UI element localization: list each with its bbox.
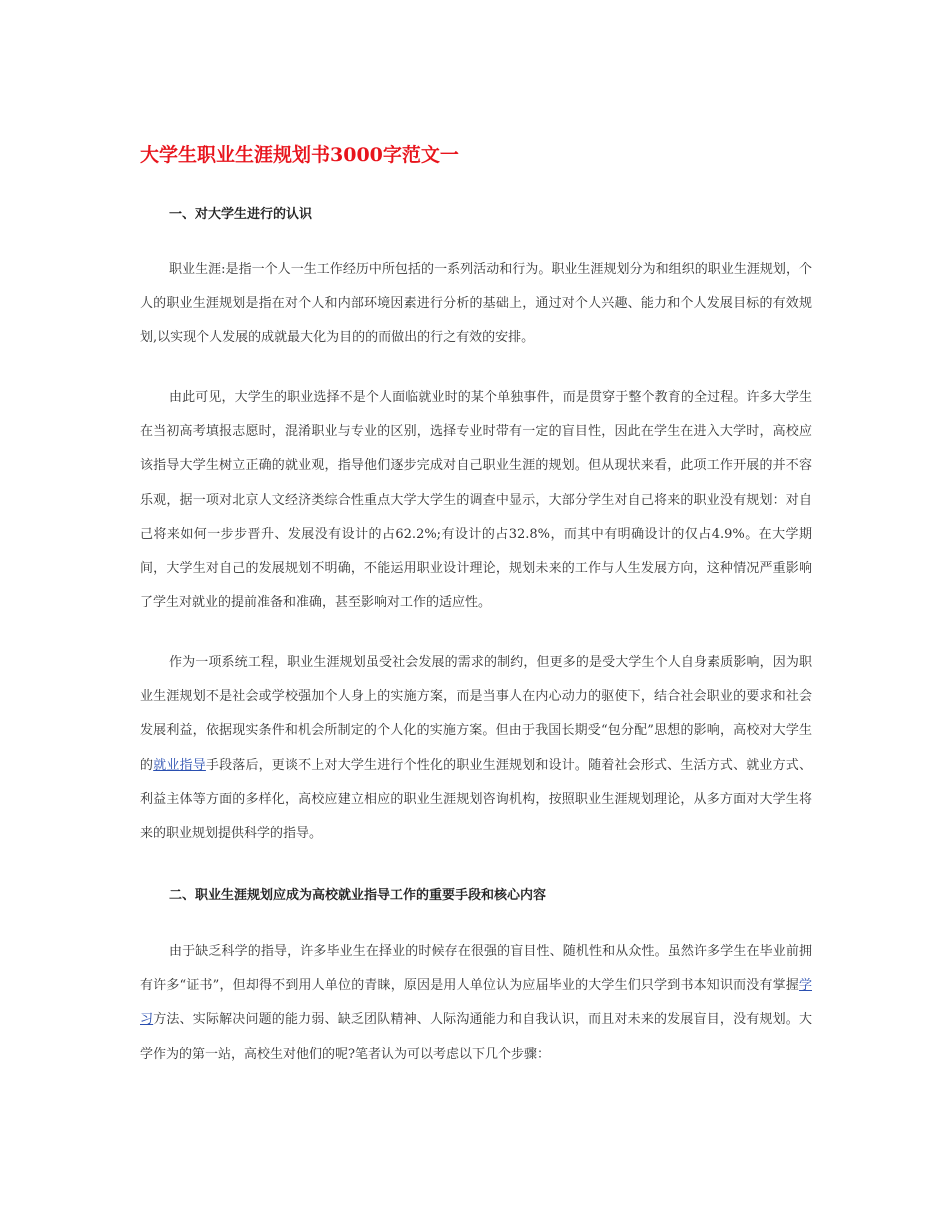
paragraph-3-text-a: 作为一项系统工程，职业生涯规划虽受社会发展的需求的制约，但更多的是受大学生个人自身素质影响，因为职业生涯规划不是社会或学校强加个人身上的实施方案，而是当事人在内心动力的驱使下，结合社会职业的要求和社会发展利益，依据现实条件和机会所制定的个人化的实施方案。但由于我国长期受“包分配”思想的影响，高校对大学生的 xyxy=(140,655,812,773)
employment-guidance-link[interactable]: 就业指导 xyxy=(153,757,206,773)
paragraph-1: 职业生涯:是指一个人一生工作经历中所包括的一系列活动和行为。职业生涯规划分为和组织的职业生涯规划，个人的职业生涯规划是指在对个人和内部环境因素进行分析的基础上，通过对个人兴趣、能力和个人发展目标的有效规划,以实现个人发展的成就最大化为目的的而做出的行之有效的安排。 xyxy=(140,262,812,346)
paragraph-2: 由此可见，大学生的职业选择不是个人面临就业时的某个单独事件，而是贯穿于整个教育的全过程。许多大学生在当初高考填报志愿时，混淆职业与专业的区别，选择专业时带有一定的盲目性，因此在学生在进入大学时，高校应该指导大学生树立正确的就业观，指导他们逐步完成对自己职业生涯的规划。但从现状来看，此项工作开展的并不容乐观，据一项对北京人文经济类综合性重点大学大学生的调查中显示，大部分学生对自己将来的职业没有规划：对自己将来如何一步步晋升、发展没有设计的占62.2%;有设计的占32.8%，而其中有明确设计的仅占4.9%。在大学期间，大学生对自己的发展规划不明确，不能运用职业设计理论，规划未来的工作与人生发展方向，这种情况严重影响了学生对就业的提前准备和准确，甚至影响对工作的适应性。 xyxy=(140,390,812,611)
paragraph-4 xyxy=(140,935,812,1072)
paragraph-3 xyxy=(140,646,812,851)
paragraph-4-text-a: 由于缺乏科学的指导，许多毕业生在择业的时候存在很强的盲目性、随机性和从众性。虽然许多学生在毕业前拥有许多“证书”，但却得不到用人单位的青睐，原因是用人单位认为应届毕业的大学生们只学到书本知识而没有掌握 xyxy=(140,944,812,994)
section-heading-1: 一、对大学生进行的认识 xyxy=(169,207,313,222)
section-heading-2: 二、职业生涯规划应成为高校就业指导工作的重要手段和核心内容 xyxy=(169,888,547,903)
paragraph-4-text-b: 方法、实际解决问题的能力弱、缺乏团队精神、人际沟通能力和自我认识，而且对未来的发展盲目，没有规划。大学作为的第一站，高校生对他们的呢?笔者认为可以考虑以下几个步骤： xyxy=(140,1012,812,1062)
document-title: 大学生职业生涯规划书3000字范文一 xyxy=(140,144,459,166)
study-link[interactable]: 学习 xyxy=(140,978,812,1028)
paragraph-3-text-b: 手段落后，更谈不上对大学生进行个性化的职业生涯规划和设计。随着社会形式、生活方式、就业方式、利益主体等方面的多样化，高校应建立相应的职业生涯规划咨询机构，按照职业生涯规划理论，从多方面对大学生将来的职业规划提供科学的指导。 xyxy=(140,757,812,842)
